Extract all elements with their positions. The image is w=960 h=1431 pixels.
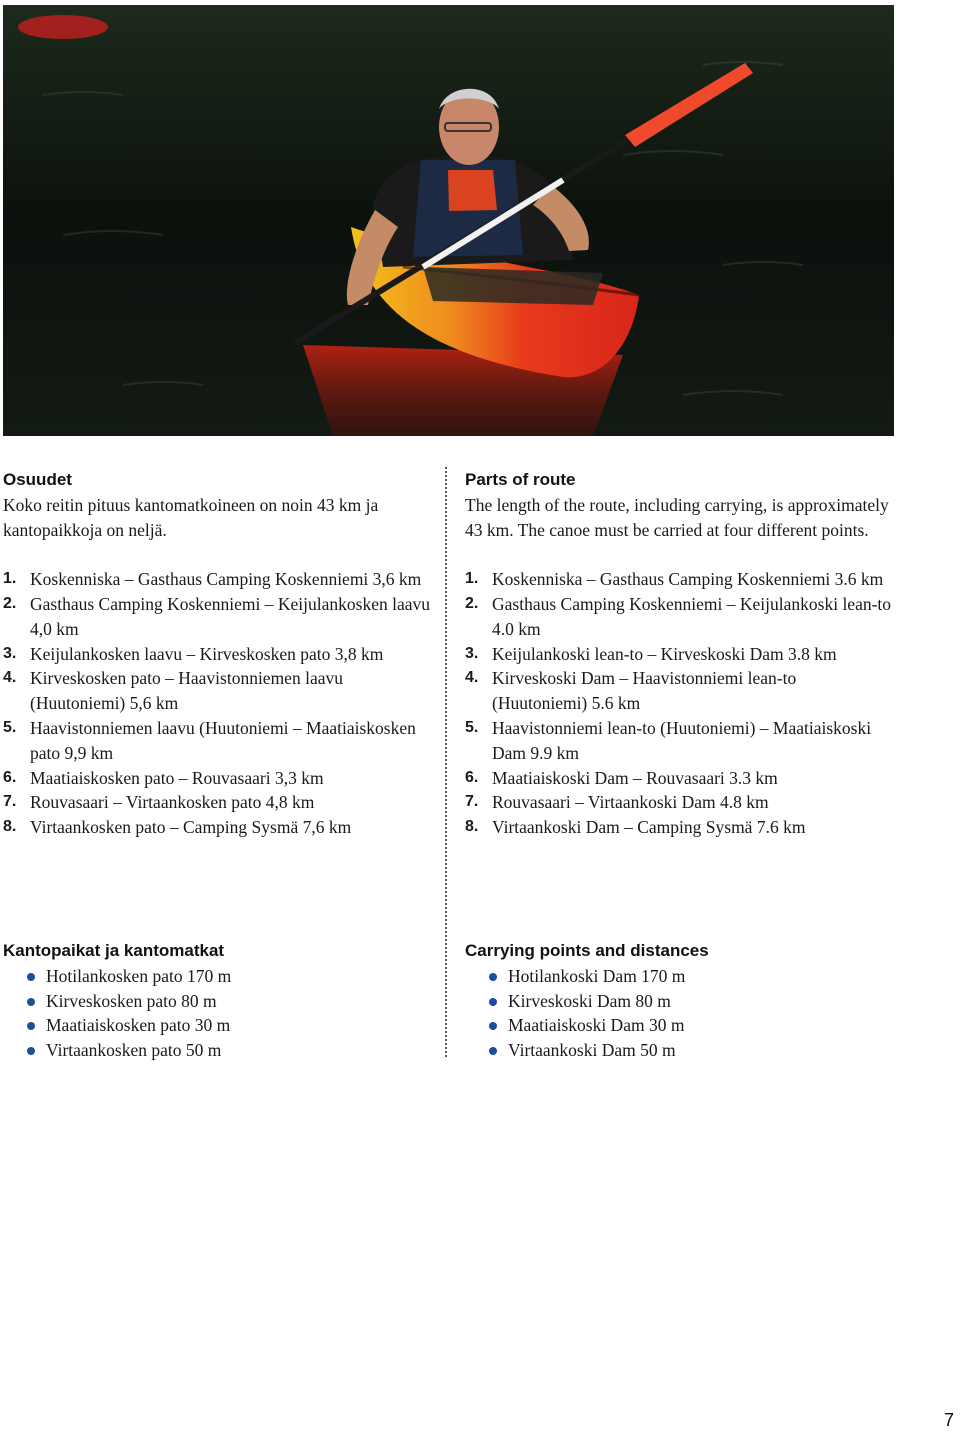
bullet-icon: [489, 1022, 497, 1030]
carrying-points-en: [465, 939, 895, 1063]
carrying-list: [3, 964, 433, 1063]
list-item: [3, 790, 433, 815]
bullet-icon: [27, 1047, 35, 1055]
item-number: 5.: [3, 718, 17, 736]
item-text: Haavistonniemen laavu (Huutoniemi – Maatiaiskosken pato 9,9 km: [30, 717, 416, 763]
list-item: [3, 592, 433, 642]
list-item: [3, 766, 433, 791]
item-number: 8.: [465, 818, 479, 836]
item-number: 6.: [465, 768, 479, 786]
section-heading: Carrying points and distances: [465, 941, 709, 960]
item-text: Virtaankosken pato – Camping Sysmä 7,6 km: [30, 817, 352, 838]
item-text: Keijulankosken laavu – Kirveskosken pato 3,8 km: [30, 643, 384, 664]
list-item: [465, 716, 895, 766]
bullet-icon: [27, 973, 35, 981]
kayaker-illustration: [3, 5, 894, 436]
list-item: [3, 716, 433, 766]
item-number: 3.: [3, 644, 17, 662]
item-text: Haavistonniemi lean-to (Huutoniemi) – Maatiaiskoski Dam 9.9 km: [492, 717, 872, 763]
item-text: Virtaankoski Dam – Camping Sysmä 7.6 km: [492, 817, 806, 838]
item-number: 1.: [465, 570, 479, 588]
item-number: 2.: [3, 594, 17, 612]
list-item: [465, 567, 895, 592]
item-number: 2.: [465, 594, 479, 612]
item-text: Maatiaiskosken pato 30 m: [46, 1015, 231, 1036]
item-number: 8.: [3, 818, 17, 836]
item-number: 1.: [3, 570, 17, 588]
item-text: Hotilankoski Dam 170 m: [508, 965, 686, 986]
item-number: 7.: [3, 793, 17, 811]
list-item: [465, 790, 895, 815]
item-text: Maatiaiskoski Dam 30 m: [508, 1015, 685, 1036]
item-number: 3.: [465, 644, 479, 662]
bullet-icon: [489, 973, 497, 981]
list-item: [3, 815, 433, 840]
page-number: 7: [943, 1410, 954, 1430]
carrying-list: [465, 964, 895, 1063]
carrying-points-fi: [3, 939, 433, 1063]
list-item: [465, 964, 895, 989]
item-text: Hotilankosken pato 170 m: [46, 965, 232, 986]
list-item: [3, 989, 433, 1014]
list-item: [465, 1038, 895, 1063]
intro-paragraph: The length of the route, including carrying, is approximately 43 km. The canoe must be carried at four different points.: [465, 494, 889, 540]
item-number: 5.: [465, 718, 479, 736]
item-text: Koskenniska – Gasthaus Camping Koskenniemi 3,6 km: [30, 569, 422, 590]
item-text: Rouvasaari – Virtaankosken pato 4,8 km: [30, 792, 315, 813]
item-text: Virtaankoski Dam 50 m: [508, 1040, 676, 1061]
item-text: Kirveskosken pato 80 m: [46, 990, 217, 1011]
list-item: [3, 666, 433, 716]
route-list: [465, 567, 895, 840]
item-text: Kirveskoski Dam – Haavistonniemi lean-to (Huutoniemi) 5.6 km: [492, 668, 797, 714]
list-item: [465, 1013, 895, 1038]
parts-of-route-fi: [3, 468, 433, 840]
item-number: 4.: [3, 669, 17, 687]
intro-paragraph: Koko reitin pituus kantomatkoineen on noin 43 km ja kantopaikkoja on neljä.: [3, 494, 379, 540]
item-text: Gasthaus Camping Koskenniemi – Keijulankoski lean-to 4.0 km: [492, 593, 892, 639]
list-item: [3, 567, 433, 592]
list-item: [465, 989, 895, 1014]
list-item: [465, 766, 895, 791]
column-divider: [445, 467, 447, 1057]
list-item: [465, 592, 895, 642]
kayaker-photo: [3, 5, 894, 436]
list-item: [3, 1013, 433, 1038]
parts-of-route-en: [465, 468, 895, 840]
item-text: Gasthaus Camping Koskenniemi – Keijulankosken laavu 4,0 km: [30, 593, 430, 639]
list-item: [3, 1038, 433, 1063]
list-item: [465, 666, 895, 716]
section-heading: Osuudet: [3, 470, 72, 489]
bullet-icon: [489, 1047, 497, 1055]
route-list: [3, 567, 433, 840]
item-number: 7.: [465, 793, 479, 811]
item-text: Kirveskosken pato – Haavistonniemen laavu (Huutoniemi) 5,6 km: [30, 668, 343, 714]
item-number: 6.: [3, 768, 17, 786]
list-item: [3, 964, 433, 989]
item-text: Koskenniska – Gasthaus Camping Koskenniemi 3.6 km: [492, 569, 884, 590]
item-text: Rouvasaari – Virtaankoski Dam 4.8 km: [492, 792, 769, 813]
item-text: Keijulankoski lean-to – Kirveskoski Dam 3.8 km: [492, 643, 837, 664]
section-heading: Parts of route: [465, 470, 576, 489]
bullet-icon: [27, 998, 35, 1006]
bullet-icon: [27, 1022, 35, 1030]
bullet-icon: [489, 998, 497, 1006]
item-text: Virtaankosken pato 50 m: [46, 1040, 222, 1061]
item-text: Maatiaiskosken pato – Rouvasaari 3,3 km: [30, 767, 324, 788]
list-item: [465, 815, 895, 840]
list-item: [3, 642, 433, 667]
item-text: Maatiaiskoski Dam – Rouvasaari 3.3 km: [492, 767, 778, 788]
section-heading: Kantopaikat ja kantomatkat: [3, 941, 225, 960]
item-text: Kirveskoski Dam 80 m: [508, 990, 671, 1011]
item-number: 4.: [465, 669, 479, 687]
list-item: [465, 642, 895, 667]
